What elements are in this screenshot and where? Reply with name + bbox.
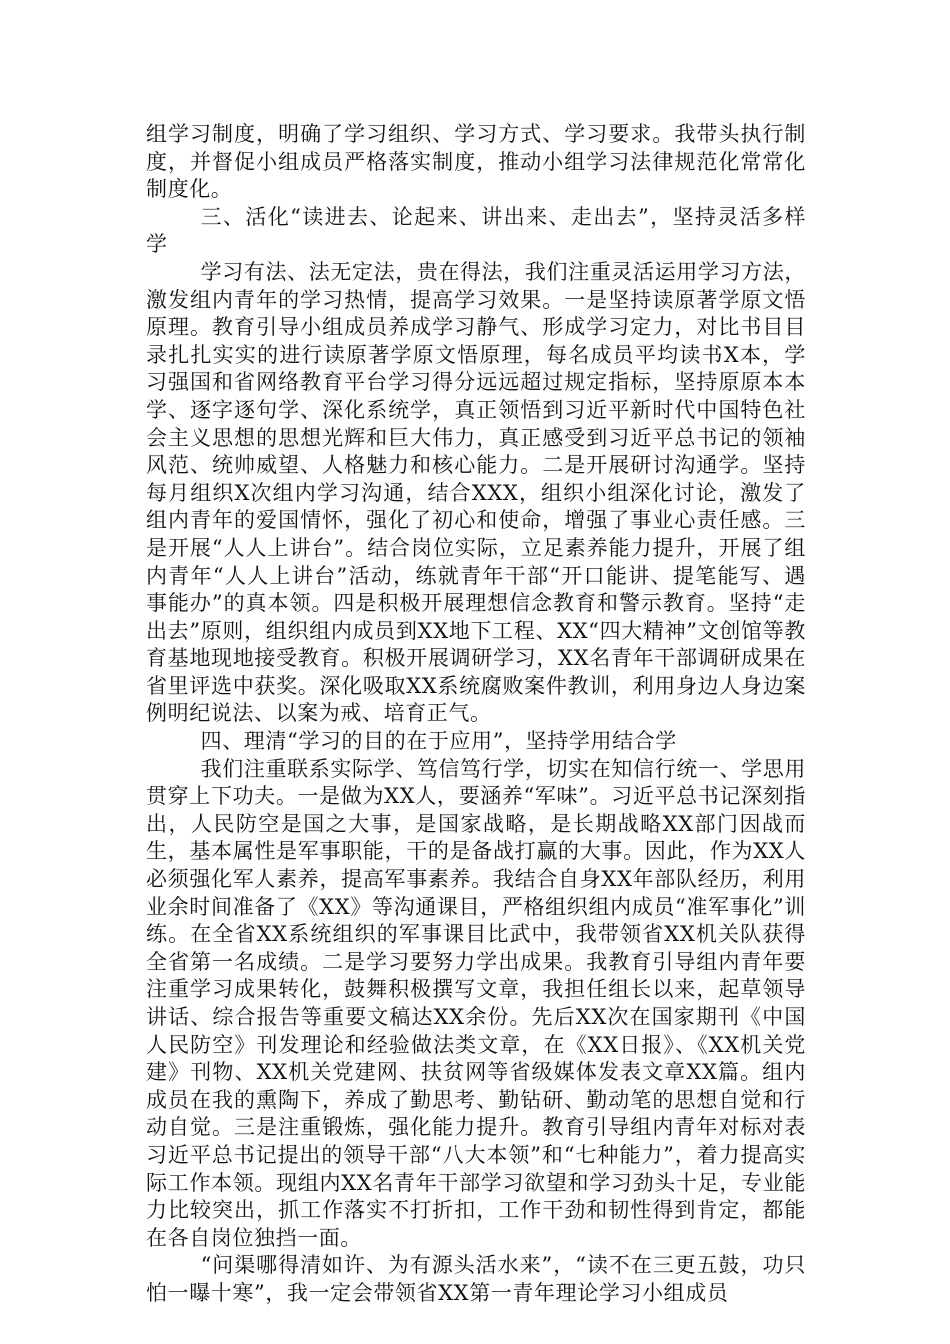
section-heading-4: 四、理清“学习的目的在于应用”，坚持学用结合学 [200,729,677,754]
paragraph-section-3: 学习有法、法无定法，贵在得法，我们注重灵活运用学习方法，激发组内青年的学习热情，提高学习效果。一是坚持读原著学原文悟原理。教育引导小组成员养成学习静气、形成学习定力，对比书目目录扎扎实实的进行读原著学原文悟原理，每名成员平均读书X本，学习强国和省网络教育平台学习得分远远超过规定指标，坚持原原本本学、逐字逐句学、深化系统学，真正领悟到习近平新时代中国特色社会主义思想的思想光辉和巨大伟力，真正感受到习近平总书记的领袖风范、统帅威望、人格魅力和核心能力。二是开展研讨沟通学。坚持每月组织X次组内学习沟通，结合XXX，组织小组深化讨论，激发了组内青年的爱国情怀，强化了初心和使命，增强了事业心责任感。三是开展“人人上讲台”。结合岗位实际，立足素养能力提升，开展了组内青年“人人上讲台”活动，练就青年干部“开口能讲、提笔能写、遇事能办”的真本领。四是积极开展理想信念教育和警示教育。坚持“走出去”原则，组织组内成员到XX地下工程、XX“四大精神”文创馆等教育基地现地接受教育。积极开展调研学习，XX名青年干部调研成果在省里评选中获奖。深化吸取XX系统腐败案件教训，利用身边人身边案例明纪说法、以案为戒、培育正气。 [146,259,806,726]
paragraph-section-4: 我们注重联系实际学、笃信笃行学，切实在知信行统一、学思用贯穿上下功夫。一是做为XX人，要涵养“军味”。习近平总书记深刻指出，人民防空是国之大事，是国家战略，是长期战略XX部门因战而生，基本属性是军事职能，干的是备战打赢的大事。因此，作为XX人必须强化军人素养，提高军事素养。我结合自身XX年部队经历，利用业余时间准备了《XX》等沟通课目，严格组织组内成员“准军事化”训练。在全省XX系统组织的军事课目比武中，我带领省XX机关队获得全省第一名成绩。二是学习要努力学出成果。我教育引导组内青年要注重学习成果转化，鼓舞积极撰写文章，我担任组长以来，起草领导讲话、综合报告等重要文稿达XX余份。先后XX次在国家期刊《中国人民防空》刊发理论和经验做法类文章，在《XX日报》、《XX机关党建》刊物、XX机关党建网、扶贫网等省级媒体发表文章XX篇。组内成员在我的熏陶下，养成了勤思考、勤钻研、勤动笔的思想自觉和行动自觉。三是注重锻炼，强化能力提升。教育引导组内青年对标对表习近平总书记提出的领导干部“八大本领”和“七种能力”，着力提高实际工作本领。现组内XX名青年干部学习欲望和学习劲头十足，专业能力比较突出，抓工作落实不打折扣，工作干劲和韧性得到肯定，都能在各自岗位独挡一面。 [146,756,806,1250]
section-heading-3: 三、活化“读进去、论起来、讲出来、走出去”，坚持灵活多样学 [146,204,806,257]
paragraph-closing: “问渠哪得清如许、为有源头活水来”，“读不在三更五鼓，功只怕一曝十寒”，我一定会带领省XX第一青年理论学习小组成员 [146,1253,806,1305]
document-body [146,121,806,1308]
paragraph-continuation: 组学习制度，明确了学习组织、学习方式、学习要求。我带头执行制度，并督促小组成员严格落实制度，推动小组学习法律规范化常常化制度化。 [146,122,806,202]
